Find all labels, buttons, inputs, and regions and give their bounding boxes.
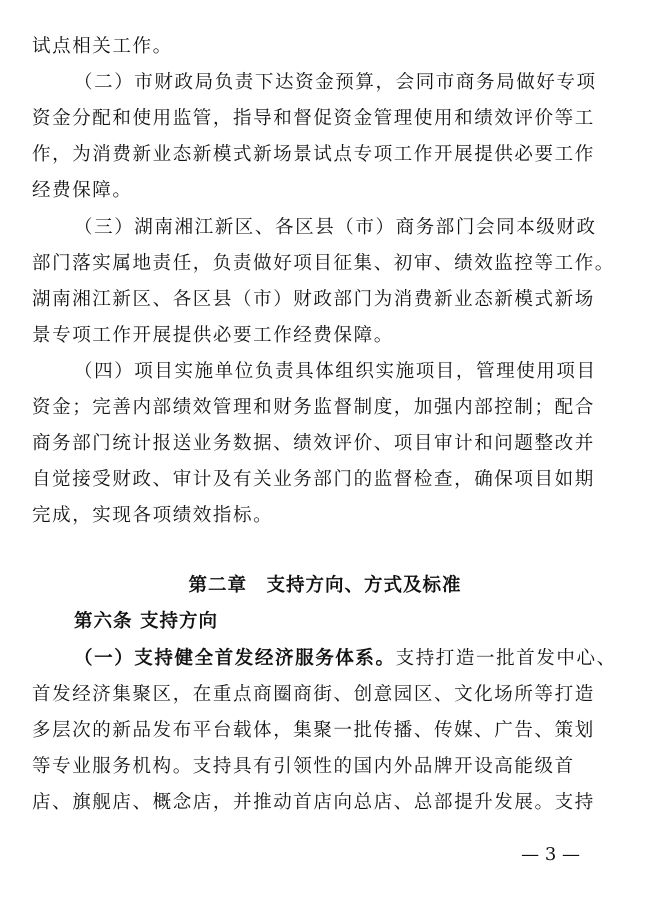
chapter-title: 第二章 支持方向、方式及标准 xyxy=(188,575,462,596)
paragraph-line: 多层次的新品发布平台载体，集聚一批传播、传媒、广告、策划 xyxy=(32,720,595,741)
paragraph-line: 试点相关工作。 xyxy=(32,36,173,57)
paragraph-line: 店、旗舰店、概念店，并推动首店向总店、总部提升发展。支持 xyxy=(32,792,595,813)
section-first-line xyxy=(74,646,618,672)
paragraph-line: 作，为消费新业态新模式新场景试点专项工作开展提供必要工作 xyxy=(32,144,595,165)
paragraph-line: （四）项目实施单位负责具体组织实施项目，管理使用项目 xyxy=(74,361,597,382)
paragraph-line: 部门落实属地责任，负责做好项目征集、初审、绩效监控等工作。 xyxy=(32,253,615,274)
paragraph-line: （三）湖南湘江新区、各区县（市）商务部门会同本级财政 xyxy=(74,217,597,238)
page-number: — 3 — xyxy=(521,844,580,865)
paragraph-line: 等专业服务机构。支持具有引领性的国内外品牌开设高能级首 xyxy=(32,756,575,777)
paragraph-line: 完成，实现各项绩效指标。 xyxy=(32,505,274,526)
paragraph-line: 自觉接受财政、审计及有关业务部门的监督检查，确保项目如期 xyxy=(32,469,595,490)
paragraph-line: 经费保障。 xyxy=(32,180,133,201)
paragraph-line: 资金分配和使用监管，指导和督促资金管理使用和绩效评价等工 xyxy=(32,108,595,129)
section-text: 支持打造一批首发中心、 xyxy=(395,648,617,669)
article-title: 第六条 支持方向 xyxy=(74,611,218,632)
section-heading-bold: （一）支持健全首发经济服务体系。 xyxy=(74,648,396,669)
paragraph-line: 湖南湘江新区、各区县（市）财政部门为消费新业态新模式新场 xyxy=(32,289,595,310)
paragraph-line: 资金；完善内部绩效管理和财务监督制度，加强内部控制；配合 xyxy=(32,397,595,418)
paragraph-line: （二）市财政局负责下达资金预算，会同市商务局做好专项 xyxy=(74,72,597,93)
paragraph-line: 景专项工作开展提供必要工作经费保障。 xyxy=(32,325,394,346)
paragraph-line: 首发经济集聚区，在重点商圈商街、创意园区、文化场所等打造 xyxy=(32,684,595,705)
paragraph-line: 商务部门统计报送业务数据、绩效评价、项目审计和问题整改并 xyxy=(32,433,595,454)
